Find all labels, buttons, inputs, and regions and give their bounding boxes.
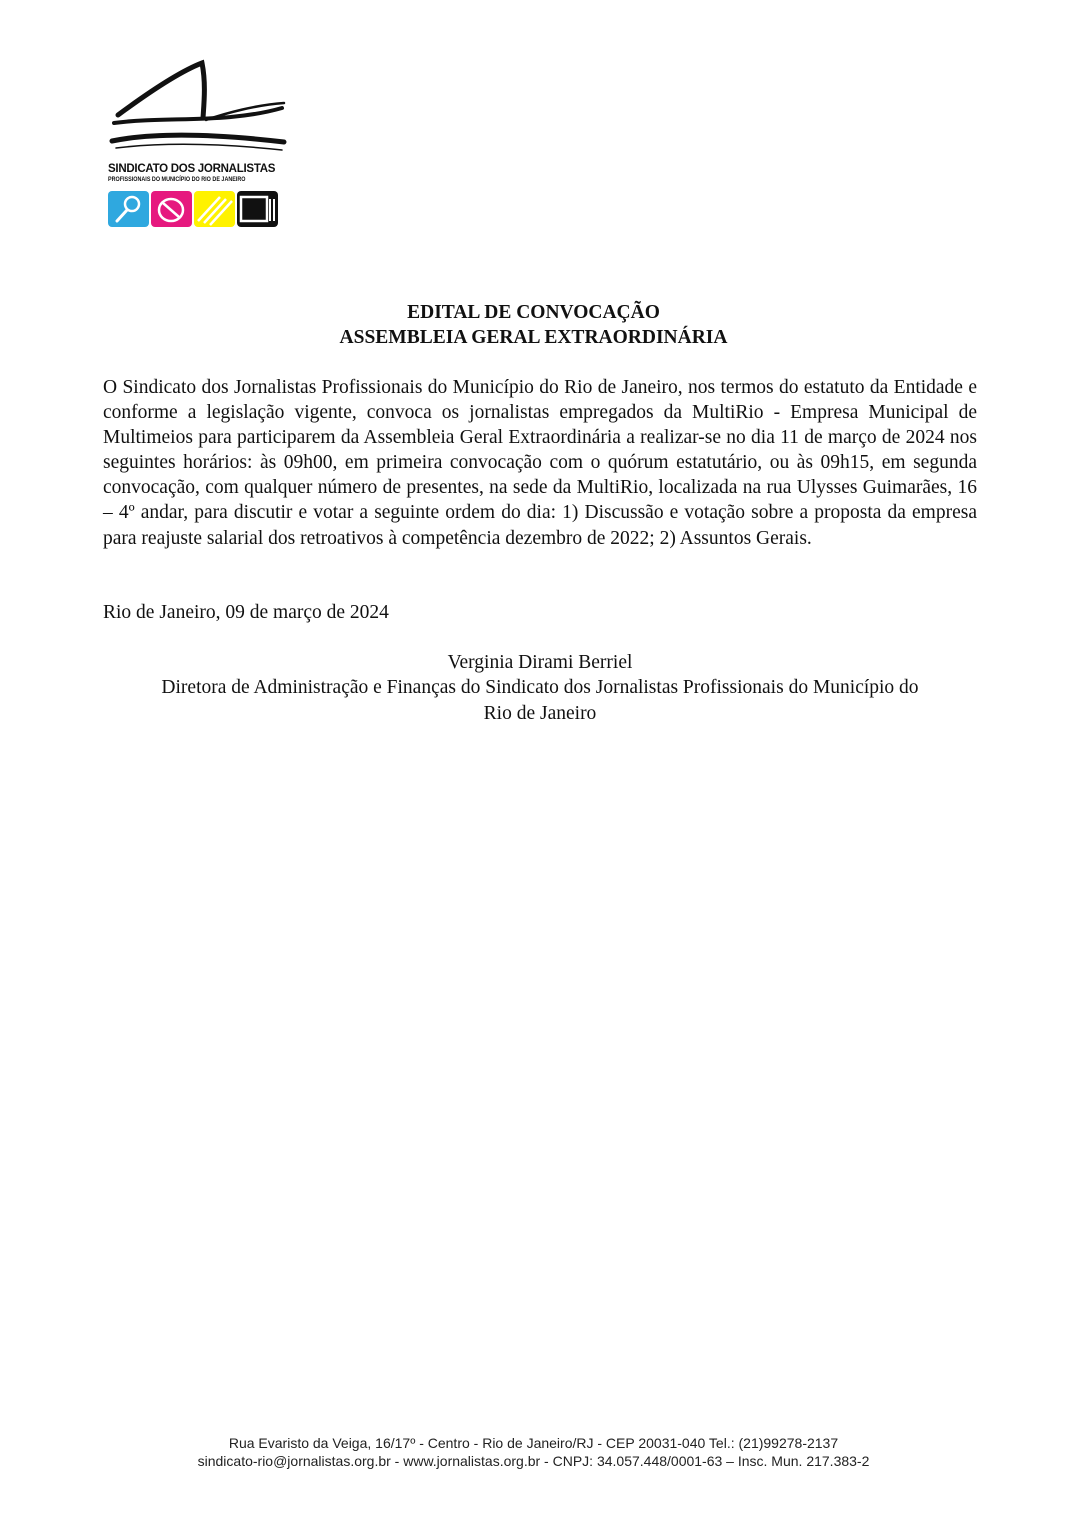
logo-icon-tiles [108, 191, 278, 227]
union-logo [106, 58, 288, 230]
footer-address: Rua Evaristo da Veiga, 16/17º - Centro - Rio de Janeiro/RJ - CEP 20031-040 Tel.: (21)99278-2137 [228, 1435, 839, 1451]
signature-block [103, 650, 977, 726]
mountain-brush-icon [106, 58, 288, 158]
footer [0, 1434, 1067, 1470]
television-icon [237, 191, 278, 227]
signatory-name: Verginia Dirami Berriel [447, 652, 633, 673]
logo-subtitle: PROFISSIONAIS DO MUNICÍPIO DO RIO DE JANEIRO [108, 176, 246, 183]
place-date: Rio de Janeiro, 09 de março de 2024 [103, 602, 389, 623]
signatory-role-line-2: Rio de Janeiro [483, 702, 597, 724]
microphone-icon [108, 191, 149, 227]
signatory-role-line-1: Diretora de Administração e Finanças do Sindicato dos Jornalistas Profissionais do Município do [161, 677, 919, 699]
mouse-icon [151, 191, 192, 227]
title-line-1: EDITAL DE CONVOCAÇÃO [407, 302, 660, 323]
footer-contact: sindicato-rio@jornalistas.org.br - www.jornalistas.org.br - CNPJ: 34.057.448/0001-63 – Insc. Mun. 217.383-2 [197, 1453, 870, 1469]
logo-name: SINDICATO DOS JORNALISTAS [108, 161, 276, 175]
document-title [0, 300, 1067, 350]
newspaper-icon [194, 191, 235, 227]
title-line-2: ASSEMBLEIA GERAL EXTRAORDINÁRIA [339, 327, 728, 348]
convocation-body: O Sindicato dos Jornalistas Profissionais do Município do Rio de Janeiro, nos termos do estatuto da Entidade e conforme a legislação vigente, convoca os jornalistas empregados da MultiRio - Empresa Municipal de Multimeios para participarem da Assembleia Geral Extraordinária a realizar-se no dia 11 de março de 2024 nos seguintes horários: às 09h00, em primeira convocação com o quórum estatutário, ou às 09h15, em segunda convocação, com qualquer número de presentes, na sede da MultiRio, localizada na rua Ulysses Guimarães, 16 – 4º andar, para discutir e votar a seguinte ordem do dia: 1) Discussão e votação sobre a proposta da empresa para reajuste salarial dos retroativos à competência dezembro de 2022; 2) Assuntos Gerais. [103, 377, 977, 549]
